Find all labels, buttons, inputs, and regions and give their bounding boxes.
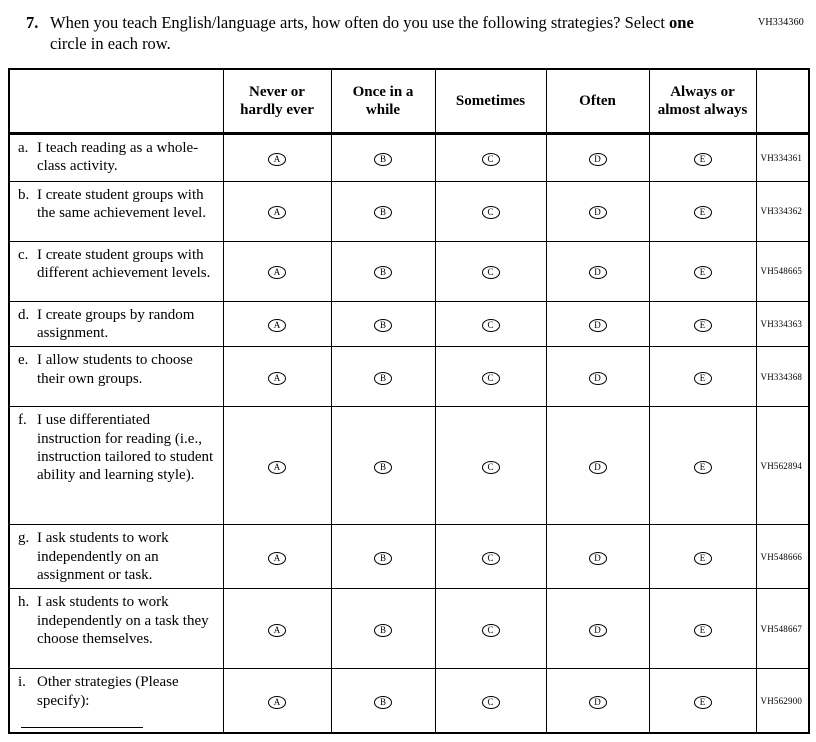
answer-bubble[interactable]: D [589, 461, 607, 474]
option-cell [546, 347, 649, 407]
option-cell [331, 407, 435, 525]
statement-cell [9, 241, 223, 301]
answer-bubble[interactable]: B [374, 624, 392, 637]
answer-bubble[interactable]: C [482, 461, 500, 474]
answer-bubble[interactable]: A [268, 696, 286, 709]
row-code: VH334361 [756, 133, 809, 181]
answer-bubble[interactable]: C [482, 624, 500, 637]
option-cell [331, 669, 435, 733]
statement-text: I ask students to work independently on an assignment or task. [37, 530, 169, 583]
option-cell [649, 407, 756, 525]
row-code: VH548667 [756, 589, 809, 669]
option-cell [331, 347, 435, 407]
row-letter: f. [18, 412, 27, 429]
row-code: VH562900 [756, 669, 809, 733]
answer-bubble[interactable]: D [589, 624, 607, 637]
header-row [9, 69, 809, 133]
column-header-always: Always or almost always [649, 69, 756, 133]
question-7-table [8, 68, 810, 734]
answer-bubble[interactable]: C [482, 696, 500, 709]
option-cell [546, 525, 649, 589]
table-row [9, 347, 809, 407]
answer-bubble[interactable]: B [374, 696, 392, 709]
row-letter: i. [18, 674, 26, 691]
option-cell [649, 525, 756, 589]
answer-bubble[interactable]: D [589, 266, 607, 279]
statement-text: I teach reading as a whole-class activity. [37, 139, 199, 175]
answer-bubble[interactable]: E [694, 153, 712, 166]
option-cell [649, 669, 756, 733]
row-letter: c. [18, 246, 29, 263]
option-cell [546, 301, 649, 347]
code-header-cell [756, 69, 809, 133]
column-header-often: Often [546, 69, 649, 133]
row-code: VH334368 [756, 347, 809, 407]
answer-bubble[interactable]: B [374, 153, 392, 166]
table-row [9, 669, 809, 733]
statement-text: I create student groups with different achievement levels. [37, 246, 211, 282]
answer-bubble[interactable]: E [694, 372, 712, 385]
option-cell [435, 301, 546, 347]
answer-bubble[interactable]: A [268, 153, 286, 166]
statement-text: I ask students to work independently on a task they choose themselves. [37, 594, 209, 647]
answer-bubble[interactable]: B [374, 372, 392, 385]
table-row [9, 181, 809, 241]
column-header-sometimes: Sometimes [435, 69, 546, 133]
column-header-once: Once in a while [331, 69, 435, 133]
answer-bubble[interactable]: E [694, 461, 712, 474]
row-code: VH334363 [756, 301, 809, 347]
option-cell [649, 347, 756, 407]
answer-bubble[interactable]: C [482, 266, 500, 279]
row-code: VH548665 [756, 241, 809, 301]
option-cell [223, 133, 331, 181]
option-cell [649, 181, 756, 241]
answer-bubble[interactable]: A [268, 372, 286, 385]
table-row [9, 525, 809, 589]
row-code: VH334362 [756, 181, 809, 241]
answer-bubble[interactable]: C [482, 372, 500, 385]
option-cell [435, 133, 546, 181]
answer-bubble[interactable]: D [589, 153, 607, 166]
option-cell [331, 241, 435, 301]
statement-cell [9, 525, 223, 589]
answer-bubble[interactable]: A [268, 624, 286, 637]
row-letter: d. [18, 306, 30, 323]
row-code: VH562894 [756, 407, 809, 525]
survey-page [0, 13, 816, 742]
statement-text: Other strategies (Please specify): [37, 674, 179, 709]
answer-bubble[interactable]: B [374, 552, 392, 565]
option-cell [223, 589, 331, 669]
answer-bubble[interactable]: E [694, 206, 712, 219]
option-cell [435, 241, 546, 301]
option-cell [546, 669, 649, 733]
answer-bubble[interactable]: E [694, 696, 712, 709]
row-letter: a. [18, 139, 29, 156]
option-cell [223, 241, 331, 301]
option-cell [649, 241, 756, 301]
form-code: VH334360 [757, 17, 804, 28]
table-row [9, 133, 809, 181]
answer-bubble[interactable]: B [374, 206, 392, 219]
option-cell [223, 407, 331, 525]
row-letter: h. [18, 594, 30, 611]
option-cell [223, 347, 331, 407]
statement-cell [9, 407, 223, 525]
row-code: VH548666 [756, 525, 809, 589]
statement-cell [9, 589, 223, 669]
option-cell [331, 181, 435, 241]
option-cell [546, 407, 649, 525]
option-cell [435, 525, 546, 589]
option-cell [331, 301, 435, 347]
table-row [9, 407, 809, 525]
table-row [9, 589, 809, 669]
option-cell [435, 669, 546, 733]
answer-bubble[interactable]: C [482, 153, 500, 166]
option-cell [223, 181, 331, 241]
option-cell [331, 133, 435, 181]
table-row [9, 241, 809, 301]
table-row [9, 301, 809, 347]
answer-bubble[interactable]: E [694, 319, 712, 332]
option-cell [435, 181, 546, 241]
answer-bubble[interactable]: D [589, 206, 607, 219]
question-text [26, 13, 698, 54]
statement-text: I allow students to choose their own groups. [37, 352, 193, 387]
row-letter: g. [18, 530, 30, 547]
answer-bubble[interactable]: B [374, 319, 392, 332]
option-cell [649, 133, 756, 181]
question-bold-word: one [669, 13, 694, 32]
option-cell [546, 241, 649, 301]
option-cell [223, 525, 331, 589]
row-letter: b. [18, 186, 30, 203]
option-cell [223, 669, 331, 733]
answer-bubble[interactable]: D [589, 696, 607, 709]
answer-bubble[interactable]: E [694, 266, 712, 279]
answer-bubble[interactable]: B [374, 266, 392, 279]
answer-bubble[interactable]: C [482, 552, 500, 565]
option-cell [649, 589, 756, 669]
question-number: 7. [26, 13, 39, 32]
answer-bubble[interactable]: E [694, 552, 712, 565]
column-header-never: Never or hardly ever [223, 69, 331, 133]
statement-text: I create groups by random assignment. [37, 306, 195, 342]
answer-bubble[interactable]: A [268, 461, 286, 474]
statement-text: I create student groups with the same achievement level. [37, 186, 207, 222]
statement-text: I use differentiated instruction for reading (i.e., instruction tailored to student ability and learning style). [37, 412, 214, 484]
answer-bubble[interactable]: A [268, 319, 286, 332]
answer-bubble[interactable]: C [482, 206, 500, 219]
option-cell [223, 301, 331, 347]
option-cell [546, 133, 649, 181]
answer-bubble[interactable]: A [268, 206, 286, 219]
question-text-before: When you teach English/language arts, how often do you use the following strategies? Select [50, 13, 670, 32]
answer-bubble[interactable]: D [589, 552, 607, 565]
write-in-line[interactable] [21, 716, 143, 728]
option-cell [435, 407, 546, 525]
option-cell [546, 589, 649, 669]
question-text-after: circle in each row. [50, 33, 171, 53]
statement-cell [9, 669, 223, 733]
statement-cell [9, 347, 223, 407]
answer-bubble[interactable]: A [268, 266, 286, 279]
answer-bubble[interactable]: A [268, 552, 286, 565]
answer-bubble[interactable]: D [589, 372, 607, 385]
option-cell [649, 301, 756, 347]
empty-header-cell [9, 69, 223, 133]
option-cell [435, 347, 546, 407]
answer-bubble[interactable]: D [589, 319, 607, 332]
option-cell [435, 589, 546, 669]
statement-cell [9, 181, 223, 241]
option-cell [331, 525, 435, 589]
statement-cell [9, 133, 223, 181]
answer-bubble[interactable]: B [374, 461, 392, 474]
row-letter: e. [18, 352, 29, 369]
option-cell [546, 181, 649, 241]
option-cell [331, 589, 435, 669]
answer-bubble[interactable]: C [482, 319, 500, 332]
statement-cell [9, 301, 223, 347]
answer-bubble[interactable]: E [694, 624, 712, 637]
